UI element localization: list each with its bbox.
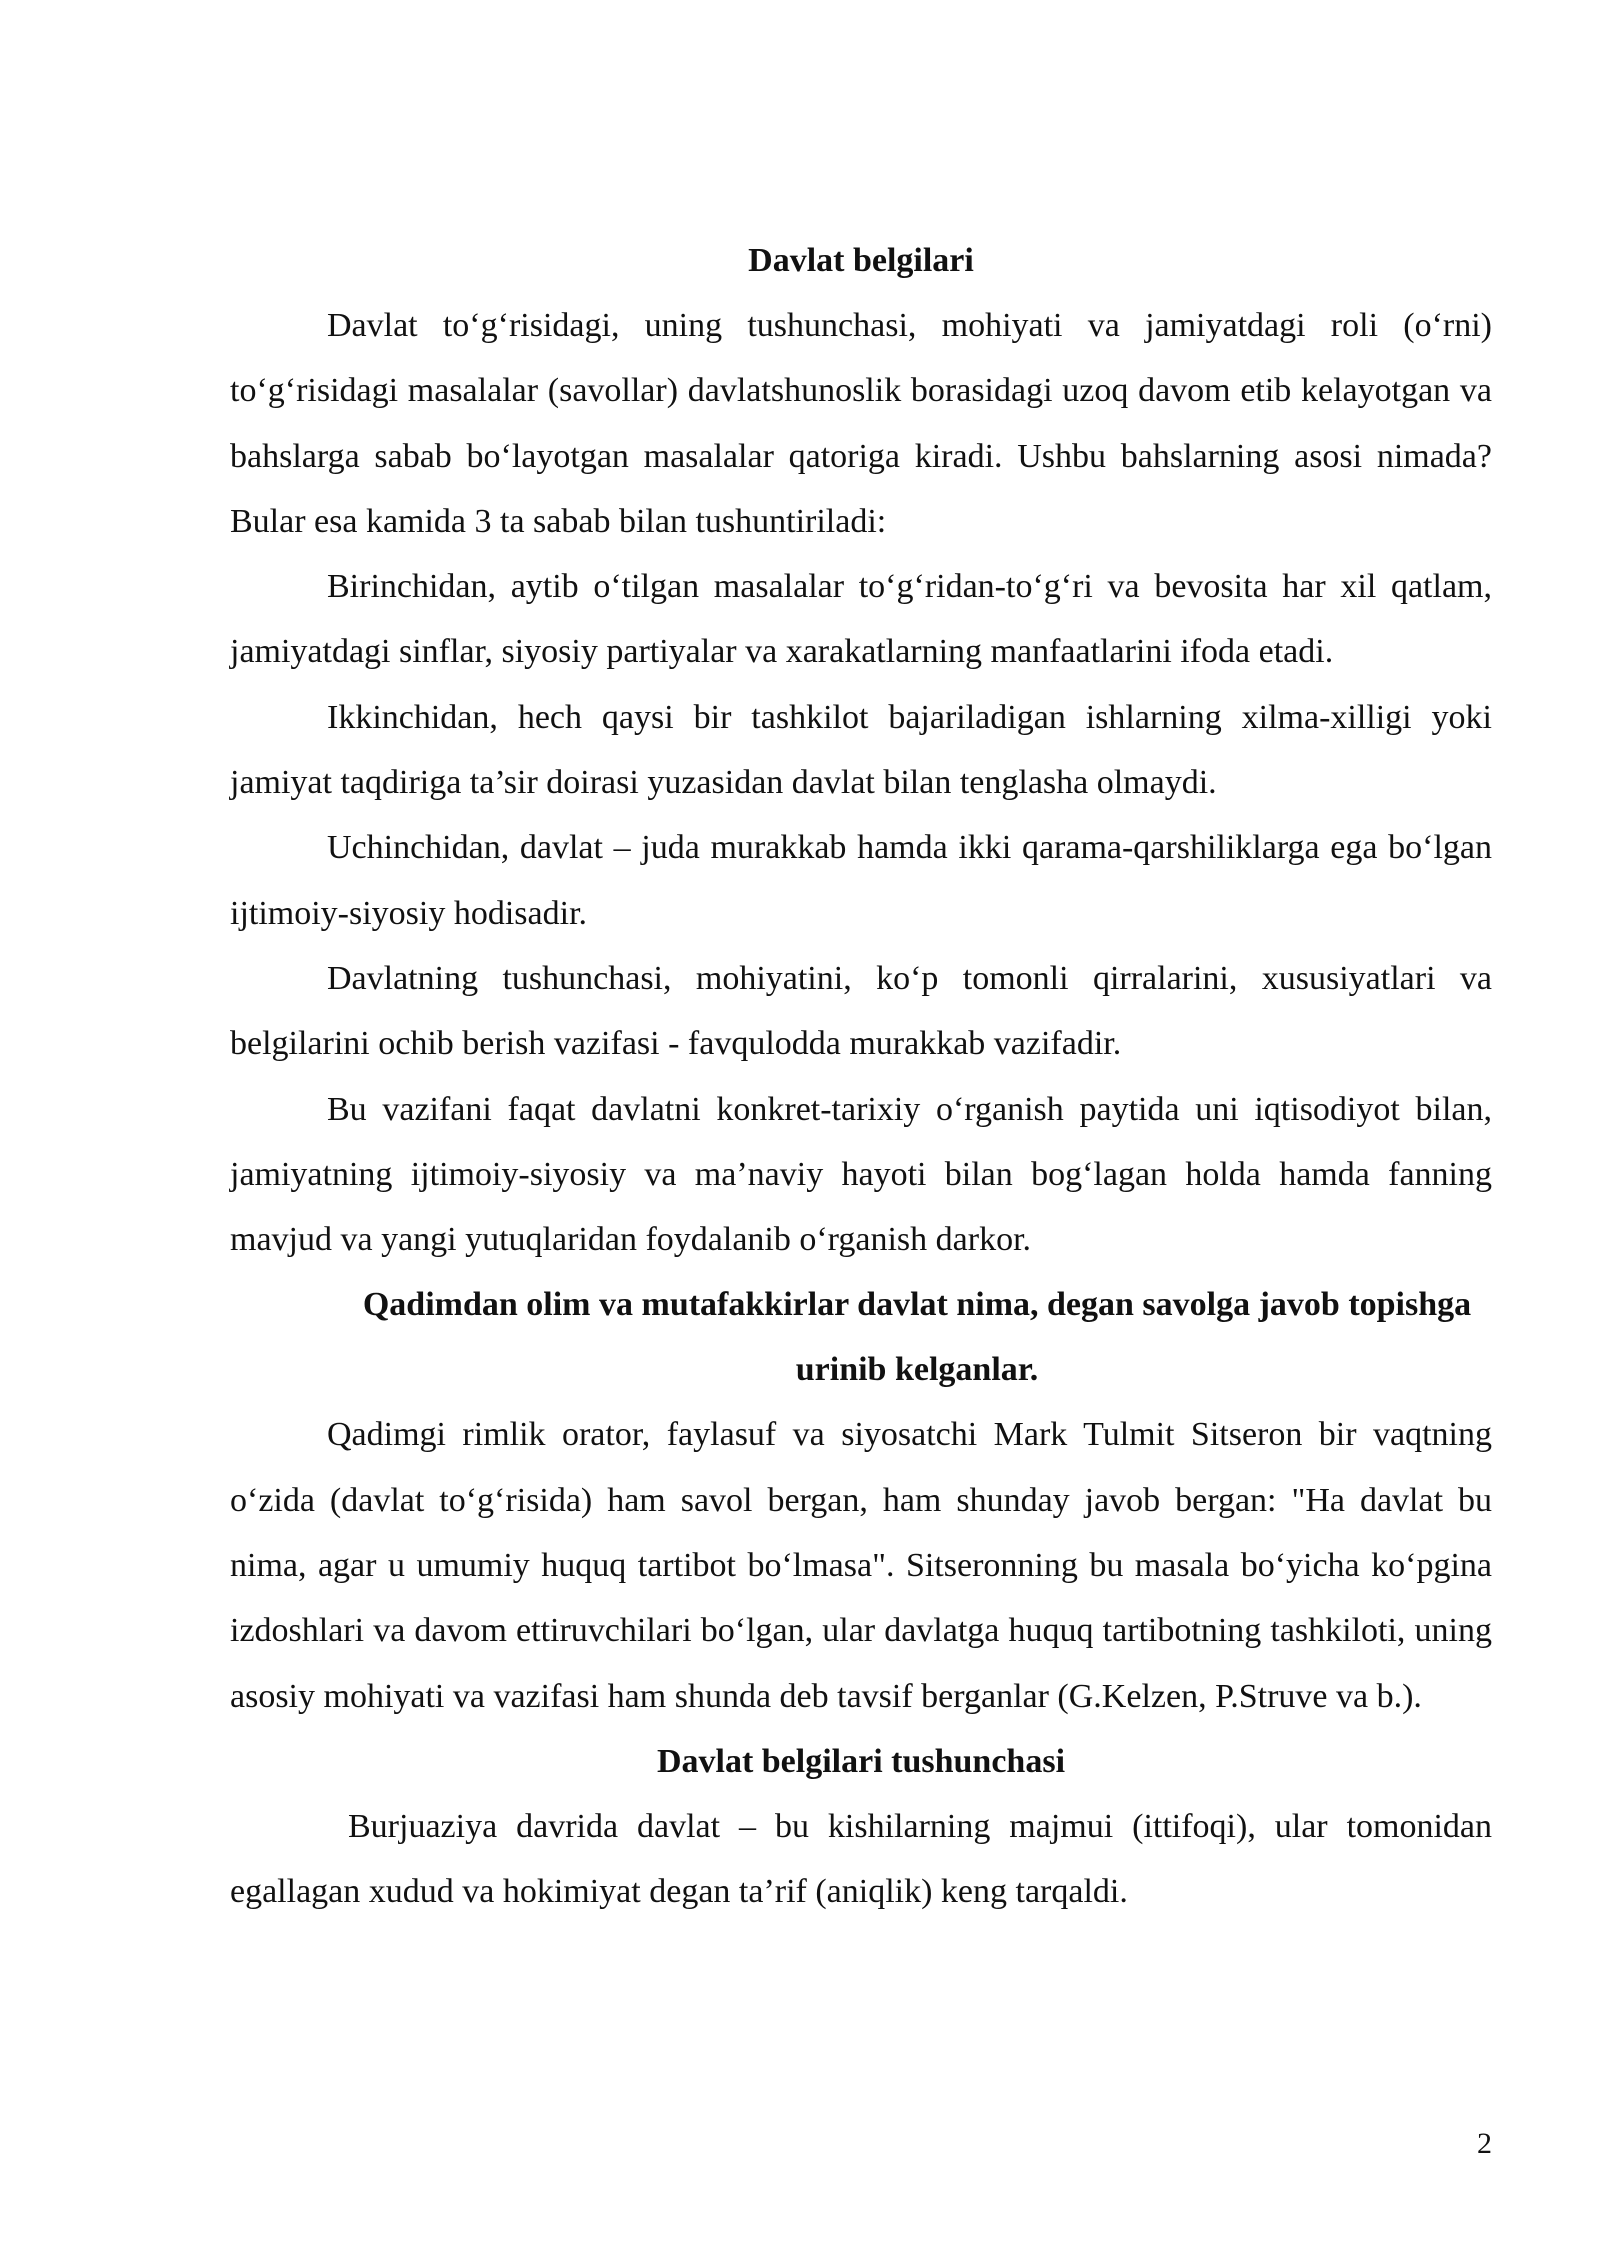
paragraph-method: Bu vazifani faqat davlatni konkret-tarixiy o‘rganish paytida uni iqtisodiyot bilan, jamiyatning ijtimoiy-siyosiy va ma’naviy hayoti bilan bog‘lagan holda hamda fanning mavjud va yangi yutuqlaridan foydalanib o‘rganish darkor. xyxy=(230,1090,1492,1259)
document-title: Davlat belgilari xyxy=(748,242,974,279)
paragraph-cicero: Qadimgi rimlik orator, faylasuf va siyosatchi Mark Tulmit Sitseron bir vaqtning o‘zida (davlat to‘g‘risida) ham savol bergan, ham shunday javob bergan: "Ha davlat bu nima, agar u umumiy huquq tartibot bo‘lmasa". Sitseronning bu masala bo‘yicha ko‘pgina izdoshlari va davom ettiruvchilari bo‘lgan, ular davlatga huquq tartibotning tashkiloti, uning asosiy mohiyati va vazifasi ham shunda deb tavsif berganlar (G.Kelzen, P.Struve va b.). xyxy=(230,1416,1492,1715)
section-heading-ancient-thinkers: Qadimdan olim va mutafakkirlar davlat nima, degan savolga javob topishga urinib kelganlar. xyxy=(362,1286,1472,1389)
paragraph-concept: Davlatning tushunchasi, mohiyatini, ko‘p tomonli qirralarini, xususiyatlari va belgilarini ochib berish vazifasi - favqulodda murakkab vazifadir. xyxy=(230,959,1492,1063)
paragraph-second-reason: Ikkinchidan, hech qaysi bir tashkilot bajariladigan ishlarning xilma-xilligi yoki jamiyat taqdiriga ta’sir doirasi yuzasidan davlat bilan tenglasha olmaydi. xyxy=(230,698,1492,802)
paragraph-intro: Davlat to‘g‘risidagi, uning tushunchasi, mohiyati va jamiyatdagi roli (o‘rni) to‘g‘risidagi masalalar (savollar) davlatshunoslik borasidagi uzoq davom etib kelayotgan va bahslarga sabab bo‘layotgan masalalar qatoriga kiradi. Ushbu bahslarning asosi nimada? Bular esa kamida 3 ta sabab bilan tushuntiriladi: xyxy=(230,307,1492,540)
paragraph-first-reason: Birinchidan, aytib o‘tilgan masalalar to‘g‘ridan-to‘g‘ri va bevosita har xil qatlam, jamiyatdagi sinflar, siyosiy partiyalar va xarakatlarning manfaatlarini ifoda etadi. xyxy=(230,568,1492,671)
section-heading-state-signs: Davlat belgilari tushunchasi xyxy=(656,1742,1066,1780)
page-number: 2 xyxy=(1477,2127,1492,2160)
paragraph-third-reason: Uchinchidan, davlat – juda murakkab hamda ikki qarama-qarshiliklarga ega bo‘lgan ijtimoiy-siyosiy hodisadir. xyxy=(230,829,1492,932)
paragraph-bourgeoisie: Burjuaziya davrida davlat – bu kishilarning majmui (ittifoqi), ular tomonidan egallagan xudud va hokimiyat degan ta’rif (aniqlik) keng tarqaldi. xyxy=(230,1807,1492,1911)
document-page xyxy=(230,228,1492,1925)
